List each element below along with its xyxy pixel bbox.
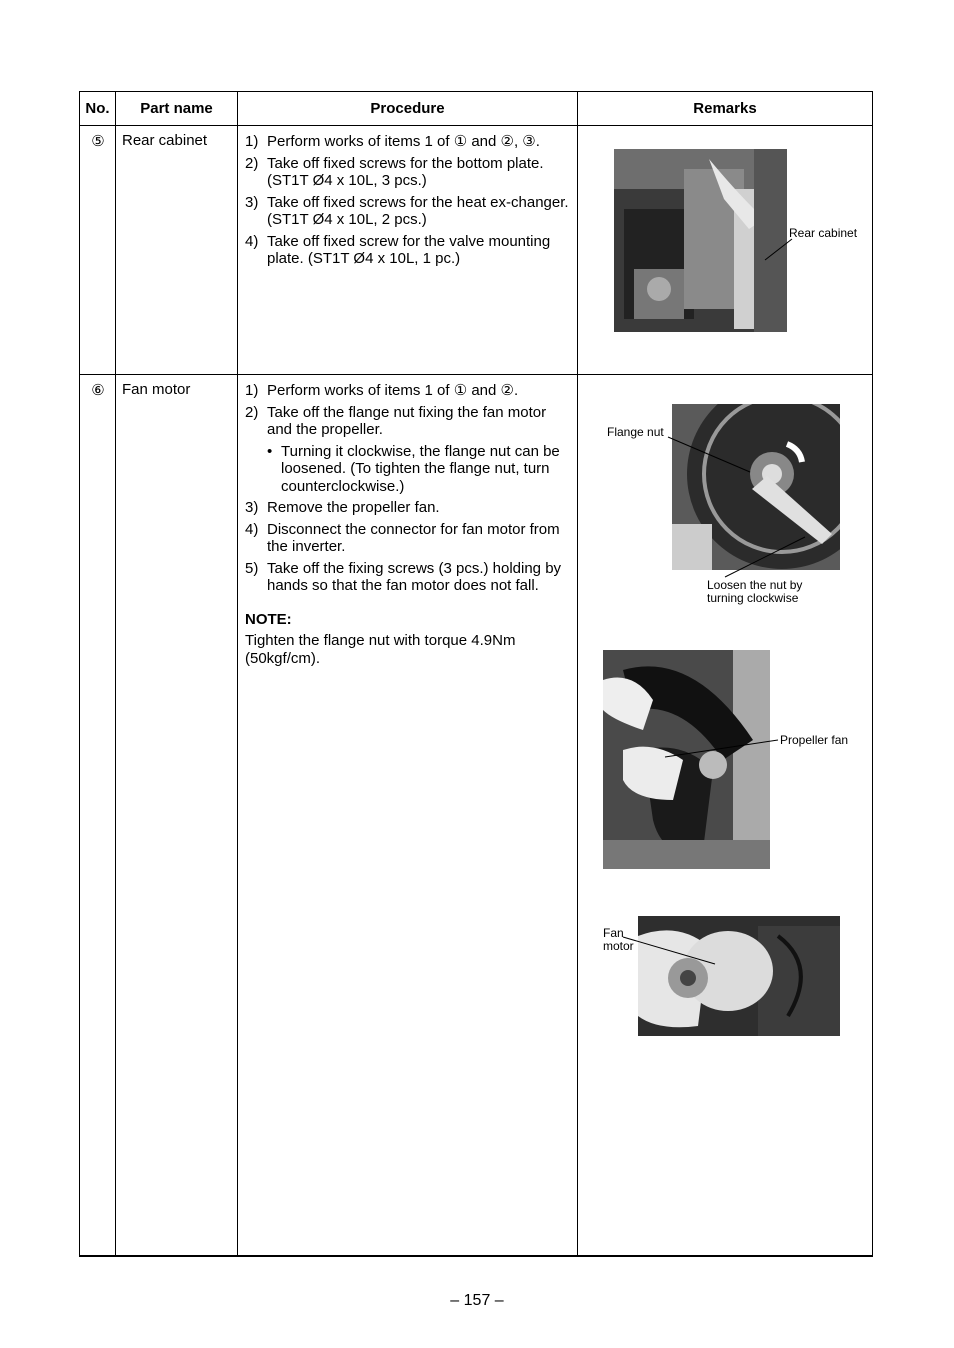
col-divider: [577, 92, 578, 1255]
note-text: Tighten the flange nut with torque 4.9Nm (50kgf/cm).: [245, 632, 516, 667]
row-divider: [80, 374, 872, 375]
leader-line: [660, 732, 780, 762]
procedure-bullet: • Turning it clockwise, the flange nut can be loosened. (To tighten the flange nut, turn counterclockwise.): [267, 442, 560, 495]
procedure-list: [245, 382, 575, 667]
label-fan-motor: Fan motor: [603, 926, 634, 953]
col-divider: [115, 92, 116, 1255]
col-divider: [237, 92, 238, 1255]
label-loosen-nut: Loosen the nut by turning clockwise: [707, 578, 803, 605]
procedure-step: 2) Take off the flange nut fixing the fan motor and the propeller.: [245, 403, 547, 438]
disassembly-table: [79, 91, 873, 1257]
row-divider: [80, 125, 872, 126]
procedure-step: 1) Perform works of items 1 of ① and ②, ③.: [245, 133, 540, 150]
procedure-step: 4) Take off fixed screw for the valve mounting plate. (ST1T Ø4 x 10L, 1 pc.): [245, 232, 551, 267]
header-procedure: Procedure: [370, 100, 445, 117]
part-name: Fan motor: [122, 381, 191, 398]
header-remarks: Remarks: [693, 100, 757, 117]
row-number: ⑤: [91, 133, 105, 150]
procedure-step: 2) Take off fixed screws for the bottom plate. (ST1T Ø4 x 10L, 3 pcs.): [245, 154, 544, 189]
page-number: – 157 –: [450, 1292, 504, 1309]
header-part-name: Part name: [140, 100, 213, 117]
label-flange-nut: Flange nut: [607, 425, 664, 439]
part-name: Rear cabinet: [122, 132, 208, 149]
procedure-step: 3) Remove the propeller fan.: [245, 499, 440, 516]
label-rear-cabinet: Rear cabinet: [789, 226, 858, 240]
procedure-list: [245, 133, 575, 272]
procedure-step: 5) Take off the fixing screws (3 pcs.) holding by hands so that the fan motor does not fall.: [245, 559, 562, 594]
label-propeller-fan: Propeller fan: [780, 733, 849, 747]
procedure-step: 1) Perform works of items 1 of ① and ②.: [245, 382, 519, 399]
note-heading: NOTE:: [245, 610, 292, 628]
header-no: No.: [85, 100, 110, 117]
procedure-step: 3) Take off fixed screws for the heat ex-changer. (ST1T Ø4 x 10L, 2 pcs.): [245, 193, 569, 228]
procedure-step: 4) Disconnect the connector for fan motor from the inverter.: [245, 520, 560, 555]
leader-line: [720, 532, 810, 582]
leader-line: [665, 432, 755, 482]
row-number: ⑥: [91, 382, 105, 399]
